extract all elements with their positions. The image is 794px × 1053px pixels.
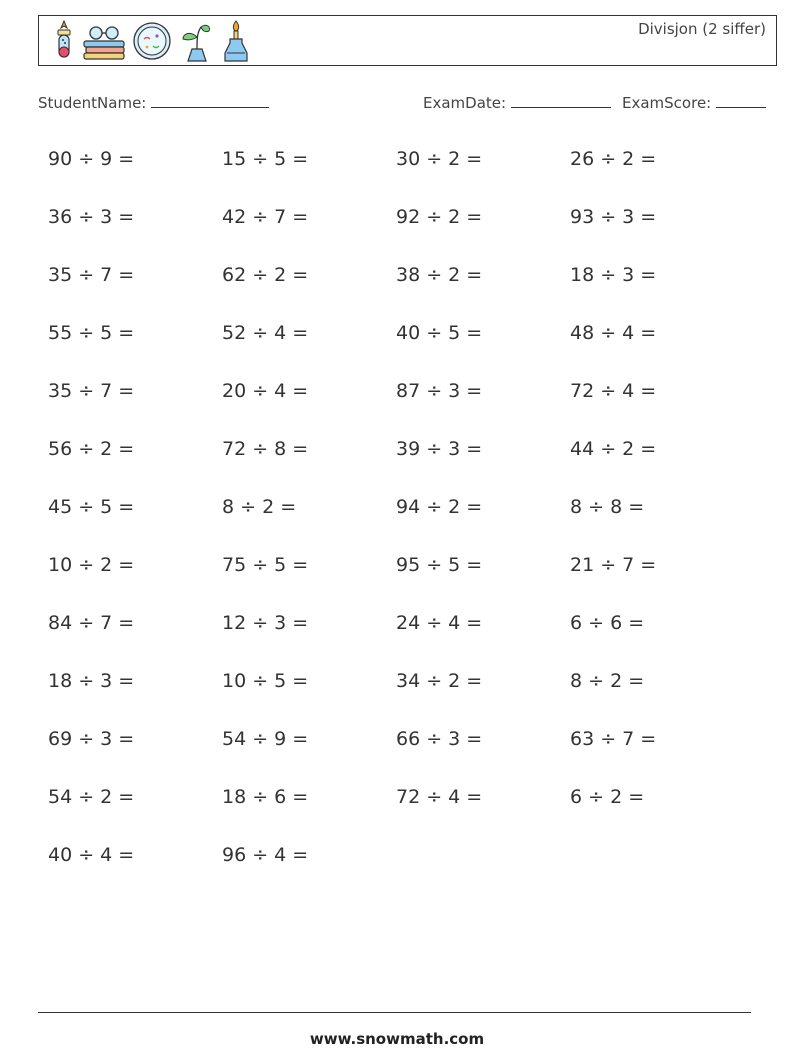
- division-problem: 8 ÷ 2 =: [570, 670, 645, 692]
- exam-date-label: ExamDate:: [423, 94, 507, 112]
- division-problem: 26 ÷ 2 =: [570, 148, 657, 170]
- division-problem: 55 ÷ 5 =: [48, 322, 135, 344]
- division-problem: 92 ÷ 2 =: [396, 206, 483, 228]
- division-problem: 94 ÷ 2 =: [396, 496, 483, 518]
- division-problem: 39 ÷ 3 =: [396, 438, 483, 460]
- plant-flask-icon: [177, 19, 217, 63]
- test-tube-icon: [51, 19, 77, 63]
- division-problem: 6 ÷ 6 =: [570, 612, 645, 634]
- division-problem: 15 ÷ 5 =: [222, 148, 309, 170]
- division-problem: 35 ÷ 7 =: [48, 380, 135, 402]
- exam-score-blank[interactable]: [716, 93, 766, 108]
- division-problem: 56 ÷ 2 =: [48, 438, 135, 460]
- exam-date-field: [423, 93, 611, 112]
- division-problem: 72 ÷ 4 =: [570, 380, 657, 402]
- exam-score-label: ExamScore:: [622, 94, 712, 112]
- bunsen-burner-icon: [221, 19, 251, 63]
- division-problem: 6 ÷ 2 =: [570, 786, 645, 808]
- division-problem: 18 ÷ 6 =: [222, 786, 309, 808]
- division-problem: 90 ÷ 9 =: [48, 148, 135, 170]
- footer-divider: [38, 1012, 751, 1013]
- division-problem: 93 ÷ 3 =: [570, 206, 657, 228]
- division-problem: 95 ÷ 5 =: [396, 554, 483, 576]
- division-problem: 21 ÷ 7 =: [570, 554, 657, 576]
- division-problem: 36 ÷ 3 =: [48, 206, 135, 228]
- division-problem: 30 ÷ 2 =: [396, 148, 483, 170]
- division-problem: 18 ÷ 3 =: [570, 264, 657, 286]
- division-problem: 10 ÷ 5 =: [222, 670, 309, 692]
- division-problem: 54 ÷ 9 =: [222, 728, 309, 750]
- division-problem: 69 ÷ 3 =: [48, 728, 135, 750]
- division-problem: 20 ÷ 4 =: [222, 380, 309, 402]
- student-name-blank[interactable]: [151, 93, 269, 108]
- header-icons: [51, 18, 251, 64]
- petri-dish-icon: [131, 19, 173, 63]
- division-problem: 24 ÷ 4 =: [396, 612, 483, 634]
- division-problem: 8 ÷ 2 =: [222, 496, 297, 518]
- division-problem: 48 ÷ 4 =: [570, 322, 657, 344]
- division-problem: 96 ÷ 4 =: [222, 844, 309, 866]
- division-problem: 66 ÷ 3 =: [396, 728, 483, 750]
- exam-date-blank[interactable]: [511, 93, 611, 108]
- division-problem: 84 ÷ 7 =: [48, 612, 135, 634]
- division-problem: 40 ÷ 4 =: [48, 844, 135, 866]
- division-problem: 54 ÷ 2 =: [48, 786, 135, 808]
- division-problem: 62 ÷ 2 =: [222, 264, 309, 286]
- division-problem: 72 ÷ 4 =: [396, 786, 483, 808]
- division-problem: 8 ÷ 8 =: [570, 496, 645, 518]
- division-problem: 35 ÷ 7 =: [48, 264, 135, 286]
- division-problem: 72 ÷ 8 =: [222, 438, 309, 460]
- division-problem: 10 ÷ 2 =: [48, 554, 135, 576]
- division-problem: 40 ÷ 5 =: [396, 322, 483, 344]
- division-problem: 87 ÷ 3 =: [396, 380, 483, 402]
- division-problem: 18 ÷ 3 =: [48, 670, 135, 692]
- division-problem: 75 ÷ 5 =: [222, 554, 309, 576]
- books-goggles-icon: [81, 19, 127, 63]
- division-problem: 52 ÷ 4 =: [222, 322, 309, 344]
- exam-score-field: [622, 93, 766, 112]
- division-problem: 12 ÷ 3 =: [222, 612, 309, 634]
- footer-site: www.snowmath.com: [309, 1030, 485, 1048]
- division-problem: 63 ÷ 7 =: [570, 728, 657, 750]
- division-problem: 45 ÷ 5 =: [48, 496, 135, 518]
- student-name-label: StudentName:: [38, 94, 147, 112]
- division-problem: 44 ÷ 2 =: [570, 438, 657, 460]
- worksheet-header: [38, 15, 777, 66]
- worksheet-title: Divisjon (2 siffer): [638, 20, 766, 38]
- division-problem: 34 ÷ 2 =: [396, 670, 483, 692]
- division-problem: 42 ÷ 7 =: [222, 206, 309, 228]
- division-problem: 38 ÷ 2 =: [396, 264, 483, 286]
- student-name-field: [38, 93, 269, 112]
